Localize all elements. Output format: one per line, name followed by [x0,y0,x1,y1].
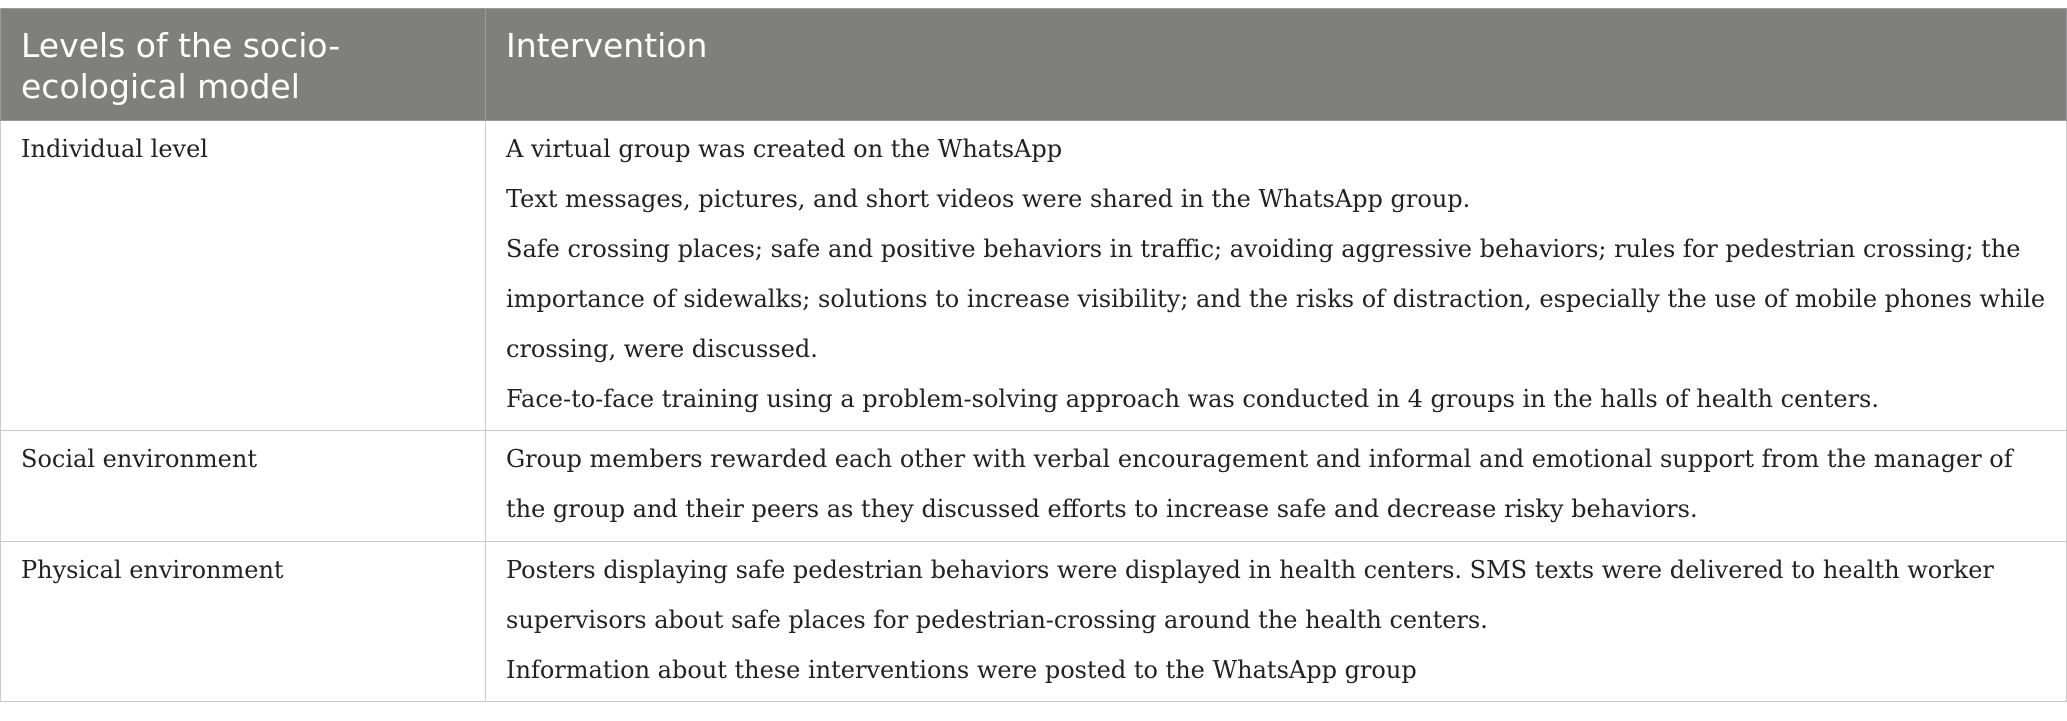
level-cell: Physical environment [1,542,486,702]
level-cell: Social environment [1,431,486,542]
intervention-line: Posters displaying safe pedestrian behaviors were displayed in health centers. SMS texts were delivered to health worker supervisors about safe places for pedestrian-crossing around the health centers. [506,556,1994,634]
intervention-line: A virtual group was created on the WhatsApp [506,135,1063,163]
intervention-line: Group members rewarded each other with verbal encouragement and informal and emotional support from the manager of the group and their peers as they discussed efforts to increase safe and decrease risky behaviors. [506,445,2013,523]
intervention-line: Text messages, pictures, and short videos were shared in the WhatsApp group. [506,185,1471,213]
table-header [1,9,2067,121]
level-cell: Individual level [1,121,486,431]
header-intervention: Intervention [486,9,2067,121]
intervention-cell [486,542,2067,702]
table-row [1,121,2067,431]
intervention-line: Information about these interventions were posted to the WhatsApp group [506,656,1417,684]
header-row [1,9,2067,121]
intervention-cell [486,431,2067,542]
table-row [1,542,2067,702]
table-body [1,121,2067,702]
interventions-table [0,8,2067,702]
intervention-line: Face-to-face training using a problem-solving approach was conducted in 4 groups in the halls of health centers. [506,385,1880,413]
intervention-cell [486,121,2067,431]
header-levels: Levels of the socio-ecological model [1,9,486,121]
intervention-line: Safe crossing places; safe and positive behaviors in traffic; avoiding aggressive behaviors; rules for pedestrian crossing; the importance of sidewalks; solutions to increase visibility; and the risks of distraction, especially the use of mobile phones while crossing, were discussed. [506,235,2046,363]
table-row [1,431,2067,542]
